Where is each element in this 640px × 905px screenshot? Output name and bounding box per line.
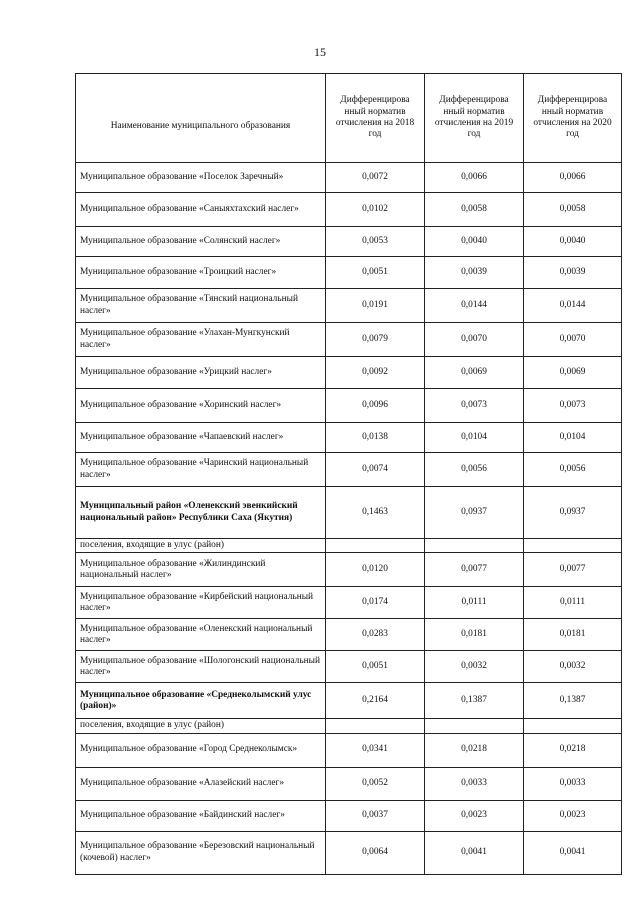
norm-2018-cell: 0,0102 — [326, 193, 425, 227]
norm-2020-cell: 0,0111 — [524, 587, 622, 619]
norm-2018-cell: 0,0064 — [326, 831, 425, 874]
norm-2019-cell: 0,0056 — [425, 453, 524, 487]
norm-2018-cell: 0,1463 — [326, 487, 425, 539]
norm-2018-cell: 0,0037 — [326, 800, 425, 831]
norm-2019-cell — [425, 719, 524, 733]
municipality-name-cell: Муниципальное образование «Оленекский национальный наслег» — [76, 619, 326, 651]
norm-2020-cell: 0,0039 — [524, 257, 622, 289]
norm-2018-cell: 0,0053 — [326, 227, 425, 257]
municipality-name-cell: поселения, входящие в улус (район) — [76, 539, 326, 553]
norm-2020-cell: 0,0070 — [524, 323, 622, 357]
norm-2020-cell: 0,0032 — [524, 651, 622, 683]
norm-2019-cell: 0,0033 — [425, 767, 524, 800]
table-row — [76, 651, 622, 683]
municipality-name-cell: Муниципальное образование «Среднеколымский улус (район)» — [76, 683, 326, 719]
norm-2018-cell: 0,0051 — [326, 257, 425, 289]
norm-2019-cell: 0,0144 — [425, 289, 524, 323]
municipality-name-cell: поселения, входящие в улус (район) — [76, 719, 326, 733]
header-norm-2018: Дифференцирова нный норматив отчисления на 2018 год — [326, 74, 425, 163]
norm-2018-cell: 0,2164 — [326, 683, 425, 719]
norm-2019-cell: 0,0039 — [425, 257, 524, 289]
norm-2018-cell: 0,0138 — [326, 423, 425, 453]
municipality-name-cell: Муниципальное образование «Жилиндинский национальный наслег» — [76, 553, 326, 587]
norm-2020-cell — [524, 539, 622, 553]
norm-2020-cell: 0,1387 — [524, 683, 622, 719]
norm-2019-cell: 0,0032 — [425, 651, 524, 683]
norm-2019-cell: 0,0070 — [425, 323, 524, 357]
norm-2018-cell: 0,0052 — [326, 767, 425, 800]
table-row — [76, 389, 622, 423]
norm-2018-cell: 0,0074 — [326, 453, 425, 487]
norm-2019-cell: 0,0069 — [425, 357, 524, 389]
norm-2020-cell: 0,0058 — [524, 193, 622, 227]
norm-2018-cell: 0,0191 — [326, 289, 425, 323]
norm-2020-cell: 0,0066 — [524, 163, 622, 193]
norm-2019-cell: 0,0058 — [425, 193, 524, 227]
table-row — [76, 683, 622, 719]
norm-2019-cell: 0,0218 — [425, 733, 524, 767]
norm-2019-cell: 0,0041 — [425, 831, 524, 874]
table-row — [76, 831, 622, 874]
municipality-name-cell: Муниципальное образование «Чаринский национальный наслег» — [76, 453, 326, 487]
norm-2018-cell: 0,0174 — [326, 587, 425, 619]
municipality-name-cell: Муниципальное образование «Чапаевский наслег» — [76, 423, 326, 453]
norm-2018-cell: 0,0341 — [326, 733, 425, 767]
municipality-name-cell: Муниципальное образование «Поселок Заречный» — [76, 163, 326, 193]
table-row — [76, 163, 622, 193]
table-row — [76, 767, 622, 800]
table-subheading-row — [76, 539, 622, 553]
norm-2019-cell: 0,0111 — [425, 587, 524, 619]
norm-2020-cell: 0,0033 — [524, 767, 622, 800]
table-row — [76, 323, 622, 357]
table-row — [76, 227, 622, 257]
table-header-row — [76, 74, 622, 163]
municipality-name-cell: Муниципальное образование «Хоринский наслег» — [76, 389, 326, 423]
norm-2019-cell: 0,1387 — [425, 683, 524, 719]
norm-2020-cell: 0,0041 — [524, 831, 622, 874]
norm-2020-cell: 0,0023 — [524, 800, 622, 831]
norm-2019-cell: 0,0073 — [425, 389, 524, 423]
norm-2018-cell: 0,0283 — [326, 619, 425, 651]
norm-2018-cell: 0,0051 — [326, 651, 425, 683]
norm-2018-cell: 0,0092 — [326, 357, 425, 389]
municipality-name-cell: Муниципальное образование «Солянский наслег» — [76, 227, 326, 257]
norm-2019-cell: 0,0040 — [425, 227, 524, 257]
norm-2020-cell: 0,0077 — [524, 553, 622, 587]
table-row — [76, 423, 622, 453]
table-row — [76, 587, 622, 619]
table-row — [76, 289, 622, 323]
municipality-name-cell: Муниципальное образование «Город Среднеколымск» — [76, 733, 326, 767]
municipality-name-cell: Муниципальное образование «Кирбейский национальный наслег» — [76, 587, 326, 619]
municipality-name-cell: Муниципальное образование «Тянский национальный наслег» — [76, 289, 326, 323]
table-row — [76, 733, 622, 767]
municipality-name-cell: Муниципальное образование «Байдинский наслег» — [76, 800, 326, 831]
municipality-name-cell: Муниципальный район «Оленекский эвенкийский национальный район» Республики Саха (Якутия) — [76, 487, 326, 539]
norm-2020-cell: 0,0218 — [524, 733, 622, 767]
norm-2018-cell: 0,0072 — [326, 163, 425, 193]
municipality-name-cell: Муниципальное образование «Алазейский наслег» — [76, 767, 326, 800]
municipality-name-cell: Муниципальное образование «Троицкий наслег» — [76, 257, 326, 289]
norm-2020-cell: 0,0056 — [524, 453, 622, 487]
table-row — [76, 453, 622, 487]
norm-2018-cell — [326, 539, 425, 553]
municipality-name-cell: Муниципальное образование «Березовский национальный (кочевой) наслег» — [76, 831, 326, 874]
norm-2018-cell: 0,0120 — [326, 553, 425, 587]
norm-2019-cell: 0,0023 — [425, 800, 524, 831]
norm-2019-cell: 0,0937 — [425, 487, 524, 539]
header-norm-2019: Дифференцирова нный норматив отчисления на 2019 год — [425, 74, 524, 163]
table-row — [76, 619, 622, 651]
norm-2020-cell: 0,0144 — [524, 289, 622, 323]
table-row — [76, 257, 622, 289]
table-row — [76, 487, 622, 539]
norm-2020-cell: 0,0040 — [524, 227, 622, 257]
norm-2019-cell: 0,0181 — [425, 619, 524, 651]
table-row — [76, 800, 622, 831]
municipality-name-cell: Муниципальное образование «Урицкий наслег» — [76, 357, 326, 389]
norm-2020-cell: 0,0073 — [524, 389, 622, 423]
norm-2020-cell: 0,0937 — [524, 487, 622, 539]
norm-2020-cell — [524, 719, 622, 733]
norm-2018-cell: 0,0096 — [326, 389, 425, 423]
norm-2019-cell: 0,0066 — [425, 163, 524, 193]
municipality-name-cell: Муниципальное образование «Шологонский национальный наслег» — [76, 651, 326, 683]
header-norm-2020: Дифференцирова нный норматив отчисления на 2020 год — [524, 74, 622, 163]
table-row — [76, 357, 622, 389]
header-municipality: Наименование муниципального образования — [76, 74, 326, 163]
table-body — [76, 163, 622, 875]
table-row — [76, 193, 622, 227]
table-subheading-row — [76, 719, 622, 733]
norm-2018-cell — [326, 719, 425, 733]
page-number: 15 — [314, 45, 326, 59]
norm-2020-cell: 0,0104 — [524, 423, 622, 453]
municipality-name-cell: Муниципальное образование «Улахан-Мунгкунский наслег» — [76, 323, 326, 357]
norm-2020-cell: 0,0181 — [524, 619, 622, 651]
norm-2020-cell: 0,0069 — [524, 357, 622, 389]
norm-2019-cell: 0,0077 — [425, 553, 524, 587]
norm-2019-cell — [425, 539, 524, 553]
municipality-name-cell: Муниципальное образование «Саныяхтахский наслег» — [76, 193, 326, 227]
norms-table — [75, 73, 622, 875]
table-row — [76, 553, 622, 587]
norm-2018-cell: 0,0079 — [326, 323, 425, 357]
norm-2019-cell: 0,0104 — [425, 423, 524, 453]
